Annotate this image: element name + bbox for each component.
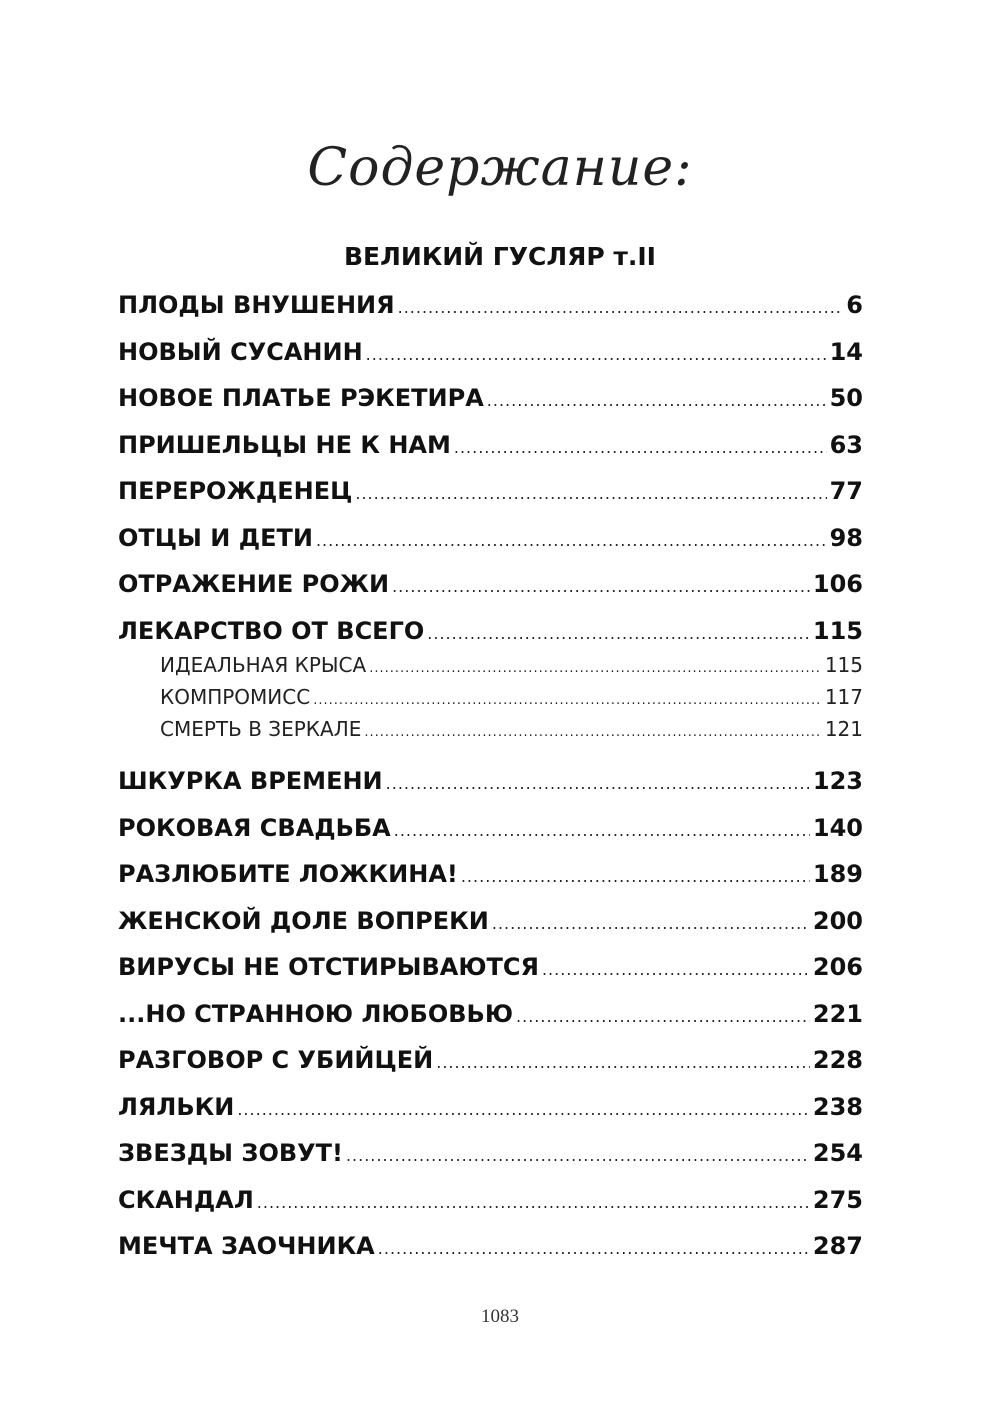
page-heading: Содержание: (307, 138, 693, 198)
toc-subentry[interactable] (160, 682, 863, 712)
toc-entry-page: 228 (812, 1046, 863, 1074)
toc-subentry-page: 117 (824, 685, 863, 709)
toc-entry-page: 14 (829, 338, 863, 366)
dot-leader (427, 617, 810, 651)
toc-entry-page: 6 (846, 291, 863, 319)
toc-entry-title: МЕЧТА ЗАОЧНИКА (118, 1232, 375, 1260)
dot-leader (461, 860, 810, 894)
toc-entry-title: НОВЫЙ СУСАНИН (118, 338, 363, 366)
toc-entry-page: 50 (829, 384, 863, 412)
toc-entry[interactable] (118, 428, 863, 462)
toc-entry[interactable] (118, 811, 863, 845)
toc-entry-title: НОВОЕ ПЛАТЬЕ РЭКЕТИРА (118, 384, 484, 412)
toc-entry[interactable] (118, 381, 863, 415)
toc-entry[interactable] (118, 764, 863, 798)
toc-entry-title: РОКОВАЯ СВАДЬБА (118, 814, 391, 842)
dot-leader (492, 907, 810, 941)
dot-leader (316, 524, 827, 558)
toc-entry[interactable] (118, 1229, 863, 1263)
toc-entry-title: ЗВЕЗДЫ ЗОВУТ! (118, 1139, 343, 1167)
toc-entry-title: ОТРАЖЕНИЕ РОЖИ (118, 570, 390, 598)
toc-entry-page: 106 (812, 570, 863, 598)
toc-entry-page: 275 (812, 1186, 863, 1214)
toc-entry-title: ВИРУСЫ НЕ ОТСТИРЫВАЮТСЯ (118, 953, 539, 981)
dot-leader (313, 686, 822, 716)
toc-entry-title: ПЛОДЫ ВНУШЕНИЯ (118, 291, 395, 319)
toc-entry[interactable] (118, 567, 863, 601)
dot-leader (366, 338, 827, 372)
toc-entry-title: ПРИШЕЛЬЦЫ НЕ К НАМ (118, 431, 451, 459)
toc-subentry-page: 115 (824, 653, 863, 677)
toc-entry-page: 98 (829, 524, 863, 552)
toc-entry[interactable] (118, 335, 863, 369)
toc-entry-page: 287 (812, 1232, 863, 1260)
dot-leader (257, 1186, 810, 1220)
toc-entry[interactable] (118, 904, 863, 938)
dot-leader (392, 570, 810, 604)
toc-entry[interactable] (118, 857, 863, 891)
toc-entry[interactable] (118, 950, 863, 984)
dot-leader (369, 654, 822, 684)
toc-subentry[interactable] (160, 714, 863, 744)
toc-entry[interactable] (118, 1090, 863, 1124)
toc-subentry-title: КОМПРОМИСС (160, 685, 311, 709)
dot-leader (487, 384, 827, 418)
toc-entry-page: 115 (812, 617, 863, 645)
toc-entry[interactable] (118, 474, 863, 508)
toc-entry[interactable] (118, 997, 863, 1031)
toc-entry-page: 63 (829, 431, 863, 459)
toc-entry-page: 238 (812, 1093, 863, 1121)
toc-entry-title: РАЗГОВОР С УБИЙЦЕЙ (118, 1046, 434, 1074)
toc-entry-title: ПЕРЕРОЖДЕНЕЦ (118, 477, 353, 505)
toc-entry-page: 206 (812, 953, 863, 981)
toc-entry[interactable] (118, 1183, 863, 1217)
dot-leader (237, 1093, 810, 1127)
toc-subentry[interactable] (160, 650, 863, 680)
toc-subentry-page: 121 (824, 717, 863, 741)
dot-leader (378, 1232, 810, 1266)
dot-leader (516, 1000, 810, 1034)
toc-entry-page: 140 (812, 814, 863, 842)
dot-leader (394, 814, 810, 848)
toc-entry[interactable] (118, 521, 863, 555)
toc-entry[interactable] (118, 1136, 863, 1170)
toc-entry[interactable] (118, 1043, 863, 1077)
toc-entry-title: ШКУРКА ВРЕМЕНИ (118, 767, 383, 795)
toc-subentry-title: СМЕРТЬ В ЗЕРКАЛЕ (160, 717, 362, 741)
dot-leader (355, 477, 826, 511)
toc-entry-title: СКАНДАЛ (118, 1186, 254, 1214)
dot-leader (542, 953, 810, 987)
section-title: ВЕЛИКИЙ ГУСЛЯР т.II (344, 242, 656, 271)
toc-entry-page: 189 (812, 860, 863, 888)
dot-leader (436, 1046, 810, 1080)
toc-entry[interactable] (118, 288, 863, 322)
toc-entry-title: ЖЕНСКОЙ ДОЛЕ ВОПРЕКИ (118, 907, 489, 935)
dot-leader (364, 718, 821, 748)
toc-entry-page: 77 (829, 477, 863, 505)
toc-entry[interactable] (118, 614, 863, 648)
toc-entry-title: ЛЯЛЬКИ (118, 1093, 235, 1121)
toc-entry-title: ...НО СТРАННОЮ ЛЮБОВЬЮ (118, 1000, 514, 1028)
toc-entry-page: 254 (812, 1139, 863, 1167)
toc-entry-title: РАЗЛЮБИТЕ ЛОЖКИНА! (118, 860, 458, 888)
toc-subentry-title: ИДЕАЛЬНАЯ КРЫСА (160, 653, 367, 677)
page-number: 1083 (481, 1306, 519, 1327)
toc-entry-page: 200 (812, 907, 863, 935)
toc-entry-title: ЛЕКАРСТВО ОТ ВСЕГО (118, 617, 425, 645)
dot-leader (346, 1139, 810, 1173)
toc-entry-title: ОТЦЫ И ДЕТИ (118, 524, 313, 552)
dot-leader (454, 431, 827, 465)
dot-leader (386, 767, 810, 801)
toc-entry-page: 221 (812, 1000, 863, 1028)
toc-entry-page: 123 (812, 767, 863, 795)
dot-leader (398, 291, 844, 325)
